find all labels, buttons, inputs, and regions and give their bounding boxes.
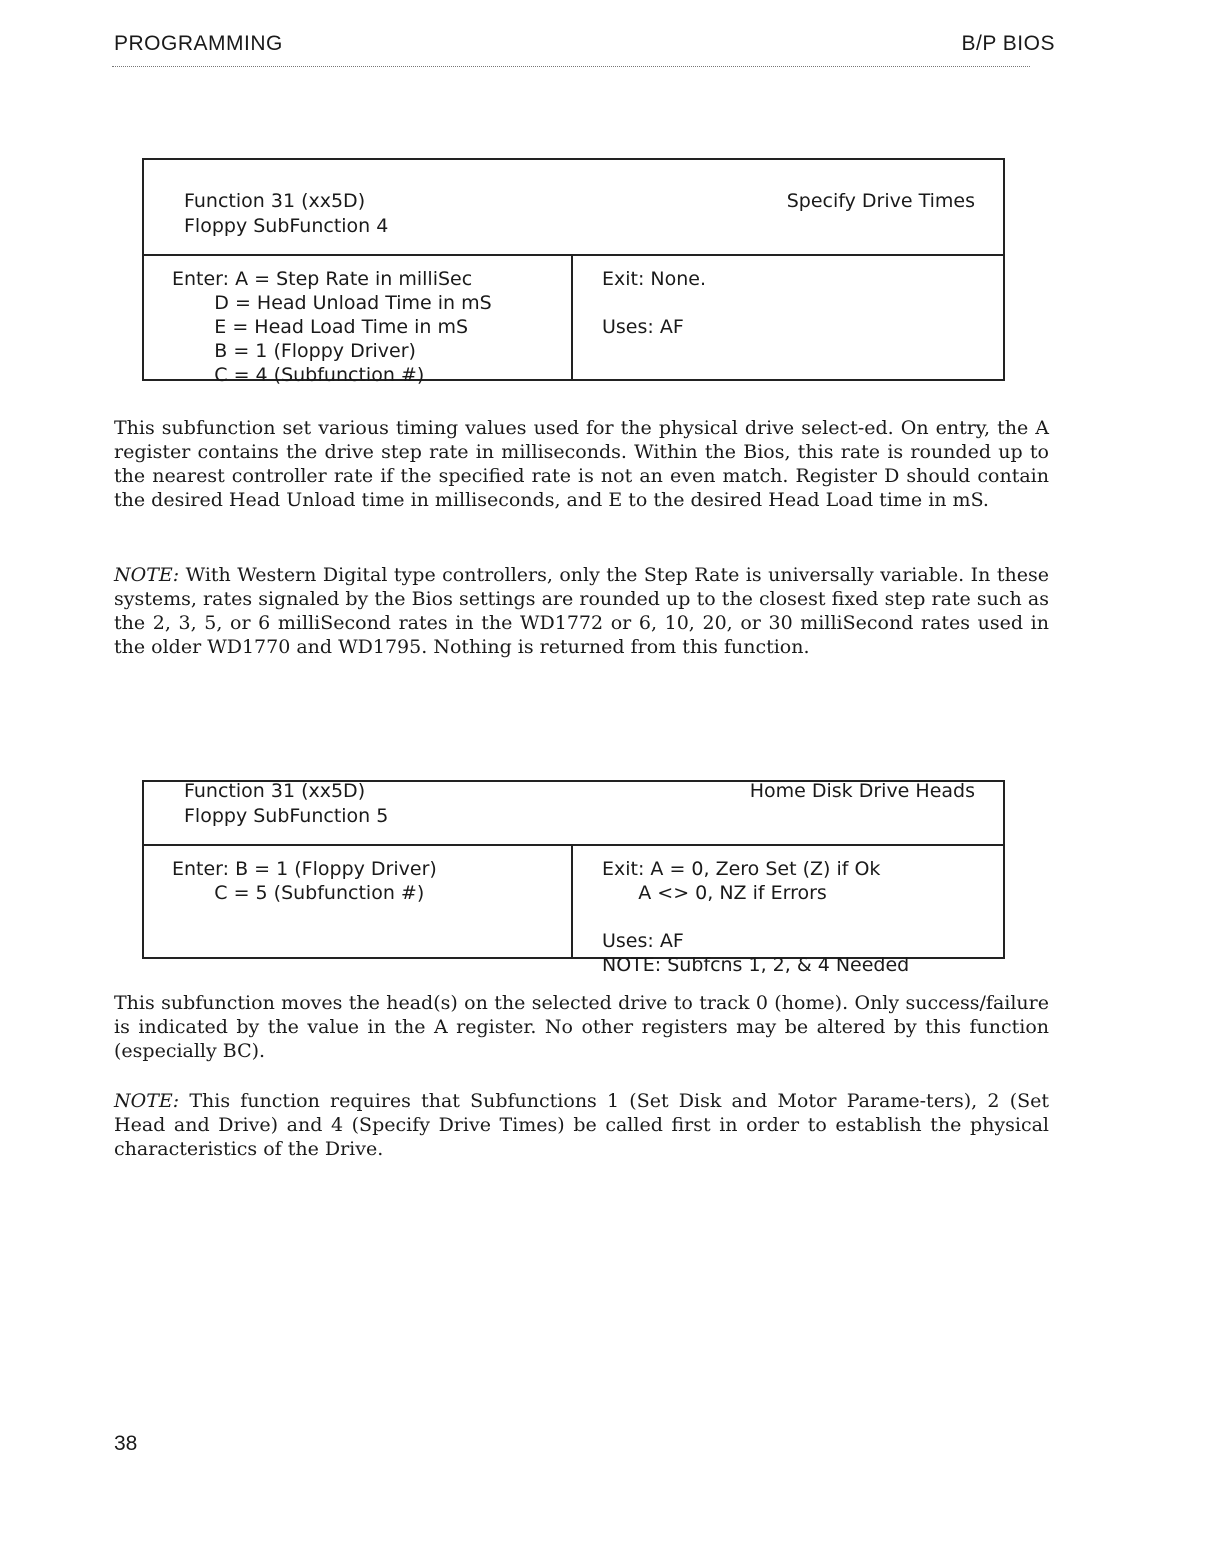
function-title: Home Disk Drive Heads xyxy=(749,780,975,802)
enter-line: E = Head Load Time in mS xyxy=(172,316,469,338)
function-title: Specify Drive Times xyxy=(786,190,975,212)
enter-line: D = Head Unload Time in mS xyxy=(172,292,492,314)
note-label: NOTE: xyxy=(114,564,180,586)
enter-line: C = 4 (Subfunction #) xyxy=(172,364,425,386)
function-box-body xyxy=(144,256,1003,386)
uses-line: Uses: AF xyxy=(602,930,684,952)
enter-line: C = 5 (Subfunction #) xyxy=(172,882,425,904)
note-paragraph-1 xyxy=(114,563,1049,659)
exit-line: A <> 0, NZ if Errors xyxy=(602,882,827,904)
subfunction-number: Floppy SubFunction 5 xyxy=(184,805,389,827)
column-divider xyxy=(571,256,573,379)
enter-line: Enter: A = Step Rate in milliSec xyxy=(172,268,473,290)
function-box-body xyxy=(144,846,1003,976)
body-paragraph-1: This subfunction set various timing values used for the physical drive select-ed. On entry, the A register contains the drive step rate in milliseconds. Within the Bios, this rate is rounded up to the nearest controller rate if the specified rate is not an even match. Register D should contain the desired Head Unload time in milliseconds, and E to the desired Head Load time in mS. xyxy=(114,417,1049,511)
header-section: PROGRAMMING xyxy=(114,32,283,55)
note-text: With Western Digital type controllers, only the Step Rate is universally variable. In these systems, rates signaled by the Bios settings are rounded up to the closest fixed step rate such as the 2, 3, 5, or 6 milliSecond rates in the WD1772 or 6, 10, 20, or 30 milliSecond rates used in the older WD1770 and WD1795. Nothing is returned from this function. xyxy=(114,564,1049,658)
function-box-home-disk-drive-heads xyxy=(142,780,1005,976)
header-rule xyxy=(112,66,1030,67)
column-divider xyxy=(571,846,573,957)
exit-line: Exit: A = 0, Zero Set (Z) if Ok xyxy=(602,858,881,880)
subfunction-number: Floppy SubFunction 4 xyxy=(184,215,389,237)
note-paragraph-2 xyxy=(114,1089,1049,1161)
exit-line: Exit: None. xyxy=(602,268,707,290)
function-box-header xyxy=(144,160,1003,256)
box-note-line: NOTE: Subfcns 1, 2, & 4 Needed xyxy=(602,954,910,976)
header-title: B/P BIOS xyxy=(961,32,1055,55)
page-number: 38 xyxy=(114,1432,138,1455)
note-text: This function requires that Subfunctions 1 (Set Disk and Motor Parame-ters), 2 (Set Head and Drive) and 4 (Specify Drive Times) be called first in order to establish the physical characteristics of the Drive. xyxy=(114,1090,1049,1160)
function-box-specify-drive-times xyxy=(142,158,1005,386)
uses-line: Uses: AF xyxy=(602,316,684,338)
function-box-header xyxy=(144,780,1003,827)
function-number: Function 31 (xx5D) xyxy=(184,780,366,802)
enter-line: Enter: B = 1 (Floppy Driver) xyxy=(172,858,437,880)
body-paragraph-2: This subfunction moves the head(s) on the selected drive to track 0 (home). Only success/failure is indicated by the value in the A register. No other registers may be altered by this function (especially BC). xyxy=(114,992,1049,1062)
page-header xyxy=(114,32,1055,56)
enter-line: B = 1 (Floppy Driver) xyxy=(172,340,416,362)
function-number: Function 31 (xx5D) xyxy=(184,190,366,212)
note-label: NOTE: xyxy=(114,1090,180,1112)
